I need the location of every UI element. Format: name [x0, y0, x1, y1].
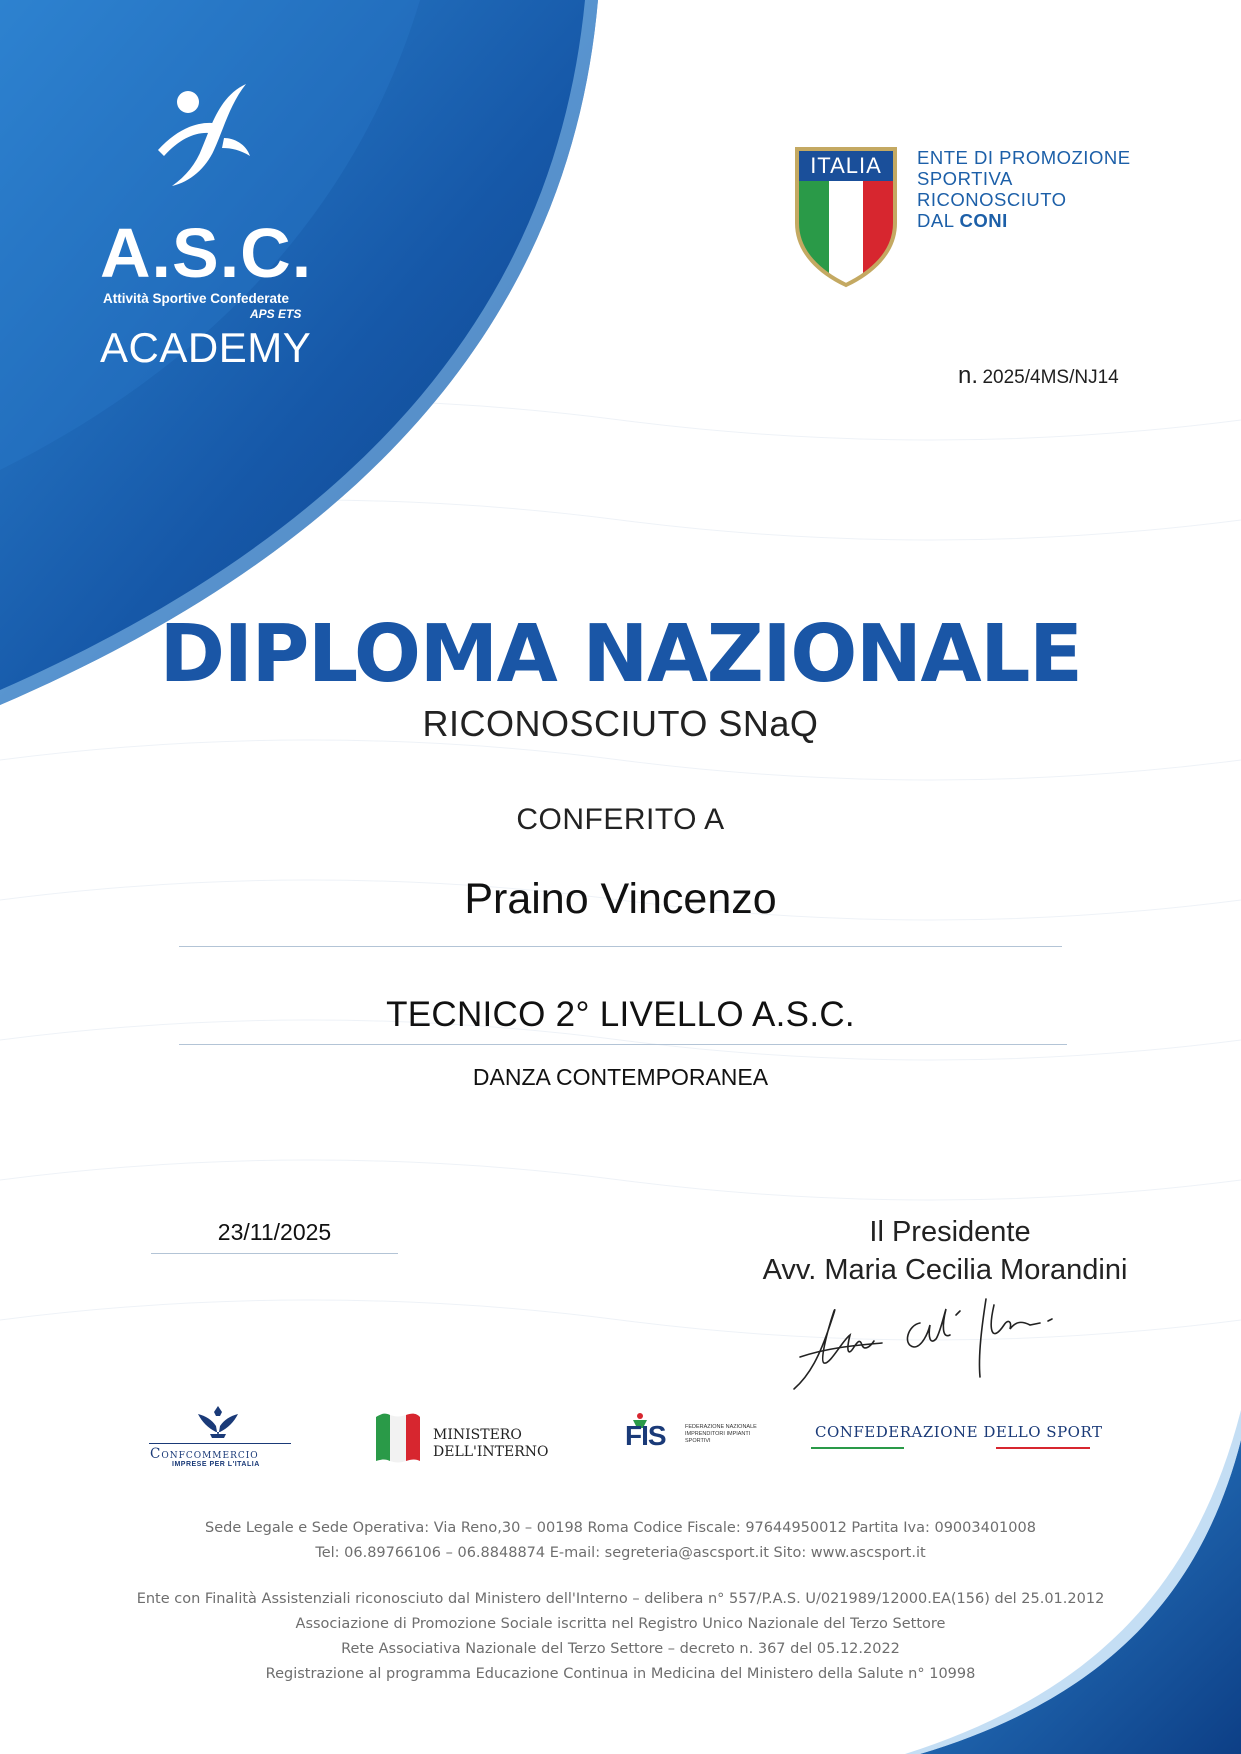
footer-line-1: Sede Legale e Sede Operativa: Via Reno,30 – 00198 Roma Codice Fiscale: 97644950012 Partita Iva: 09003401008 [205, 1520, 1036, 1536]
italia-shield-icon [793, 145, 899, 290]
coni-line-2: SPORTIVA [917, 168, 1013, 189]
footer-line-6: Registrazione al programma Educazione Continua in Medicina del Ministero della Salute n° 10998 [265, 1666, 976, 1682]
ministero-line-1: MINISTERO [433, 1427, 522, 1443]
cds-red-rule [996, 1447, 1090, 1449]
diploma-discipline: DANZA CONTEMPORANEA [472, 1064, 769, 1090]
coni-line-4-prefix: DAL [917, 210, 960, 231]
president-name: Avv. Maria Cecilia Morandini [762, 1254, 1128, 1286]
ministero-label [433, 1427, 549, 1461]
italian-flag-icon [374, 1411, 422, 1463]
cds-green-rule [811, 1447, 904, 1449]
coni-line-4 [917, 210, 1131, 231]
recipient-name: Praino Vincenzo [464, 875, 777, 923]
conferred-label: CONFERITO A [516, 803, 725, 836]
confcommercio-sub: IMPRESE PER L'ITALIA [172, 1461, 260, 1468]
diploma-subtitle: RICONOSCIUTO SNaQ [422, 703, 819, 744]
signature-icon [790, 1285, 1070, 1395]
date-underline [151, 1253, 398, 1254]
footer-line-3: Ente con Finalità Assistenziali riconosciuto dal Ministero dell'Interno – delibera n° 557/P.A.S. U/021989/12000.EA(156) del 25.01.2012 [136, 1591, 1105, 1607]
footer-line-2: Tel: 06.89766106 – 06.8848874 E-mail: segreteria@ascsport.it Sito: www.ascsport.it [315, 1545, 926, 1561]
name-underline [179, 946, 1062, 947]
certificate-number-prefix: n. [958, 362, 979, 389]
level-underline [179, 1044, 1067, 1045]
cds-label: CONFEDERAZIONE DELLO SPORT [815, 1423, 1103, 1441]
coni-bold-label: CONI [959, 210, 1008, 231]
asc-subtitle: Attività Sportive Confederate [103, 291, 290, 306]
confcommercio-rule [149, 1443, 291, 1444]
fis-logo-text: FIS [625, 1420, 666, 1451]
confcommercio-label: Confcommercio [150, 1446, 259, 1462]
issue-date: 23/11/2025 [217, 1219, 332, 1245]
coni-caption [917, 147, 1131, 231]
confcommercio-eagle-icon [196, 1404, 240, 1440]
footer-address [0, 1516, 1241, 1566]
coni-line-3: RICONOSCIUTO [917, 189, 1067, 210]
asc-aps-label: APS ETS [250, 307, 302, 321]
runner-figure-icon [150, 78, 260, 198]
footer-line-4: Associazione di Promozione Sociale iscritta nel Registro Unico Nazionale del Terzo Settore [295, 1616, 946, 1632]
asc-letters: A.S.C. [100, 214, 313, 292]
certificate-number [958, 362, 1119, 390]
footer-legal [0, 1587, 1241, 1687]
ministero-line-2: DELL'INTERNO [433, 1444, 549, 1460]
diploma-title: DIPLOMA NAZIONALE [159, 608, 1082, 700]
coni-line-1: ENTE DI PROMOZIONE [917, 147, 1131, 168]
footer-line-5: Rete Associativa Nazionale del Terzo Settore – decreto n. 367 del 05.12.2022 [341, 1641, 900, 1657]
president-title: Il Presidente [869, 1216, 1031, 1248]
certificate-number-value: 2025/4MS/NJ14 [982, 367, 1119, 388]
cds-white-rule [904, 1447, 996, 1449]
diploma-level: TECNICO 2° LIVELLO A.S.C. [386, 995, 855, 1034]
asc-academy-label: ACADEMY [100, 324, 312, 371]
shield-label: ITALIA [810, 153, 882, 178]
fis-description: FEDERAZIONE NAZIONALE IMPRENDITORI IMPIANTI SPORTIVI [685, 1424, 757, 1444]
